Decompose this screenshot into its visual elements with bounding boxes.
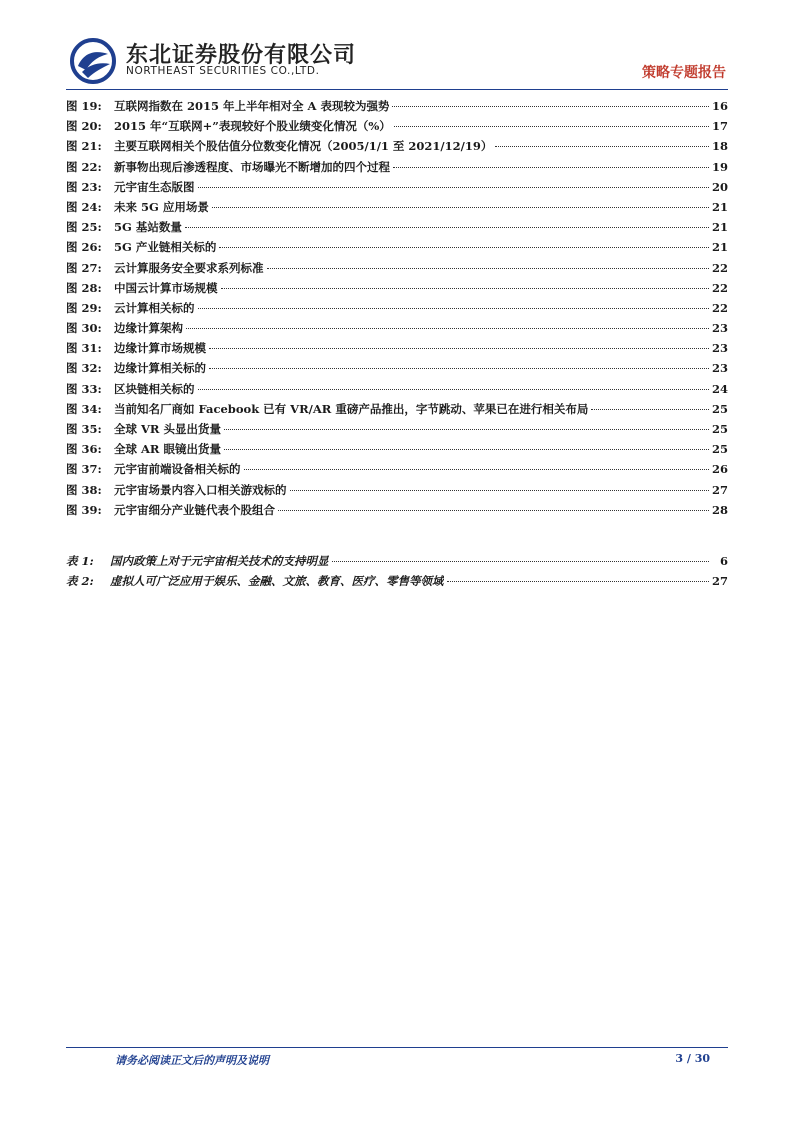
figure-entry-title[interactable]: 元宇宙细分产业链代表个股组合 — [114, 502, 275, 517]
figure-entry-title[interactable]: 云计算相关标的 — [114, 300, 195, 315]
figure-entry[interactable] — [66, 278, 728, 298]
dot-leader — [186, 328, 709, 329]
figure-entry-page-number[interactable]: 21 — [711, 220, 728, 235]
figure-entry-page-number[interactable]: 28 — [711, 502, 728, 517]
dot-leader — [393, 167, 709, 168]
figure-entry-title[interactable]: 全球 VR 头显出货量 — [114, 422, 221, 436]
figure-entry[interactable] — [66, 338, 728, 358]
figure-entry-title[interactable]: 边缘计算架构 — [114, 321, 183, 336]
figure-entry-page-number[interactable]: 20 — [711, 179, 728, 194]
figure-entry-title[interactable]: 未来 5G 应用场景 — [114, 199, 209, 214]
dot-leader — [209, 348, 709, 349]
figure-entry-title[interactable]: 边缘计算市场规模 — [114, 341, 206, 356]
dot-leader — [185, 227, 709, 228]
figure-entry-page-number[interactable]: 21 — [711, 199, 728, 214]
dot-leader — [212, 207, 709, 208]
dot-leader — [495, 146, 709, 147]
dot-leader — [219, 247, 709, 248]
figure-entry-page-number[interactable]: 25 — [711, 442, 728, 457]
figure-entry-label: 图 39: — [66, 502, 102, 517]
figure-entry-page-number[interactable]: 25 — [711, 422, 728, 436]
company-name-cn: 东北证券股份有限公司 — [126, 43, 357, 68]
figure-entry[interactable] — [66, 298, 728, 318]
figure-entry-page-number[interactable]: 23 — [711, 341, 728, 356]
figure-entry[interactable] — [66, 177, 728, 197]
table-entry-label: 表 1: — [66, 554, 94, 568]
figure-entry-label: 图 21: — [66, 139, 102, 154]
footer-divider — [66, 1047, 728, 1048]
figure-entry[interactable] — [66, 116, 728, 136]
figure-entry[interactable] — [66, 96, 728, 116]
figure-entry-label: 图 19: — [66, 99, 102, 113]
figure-entry-label: 图 26: — [66, 240, 102, 255]
table-index — [66, 551, 728, 591]
dot-leader — [267, 268, 709, 269]
figure-entry[interactable] — [66, 237, 728, 257]
figure-entry-page-number[interactable]: 23 — [711, 321, 728, 336]
figure-entry-title[interactable]: 新事物出现后渗透程度、市场曝光不断增加的四个过程 — [114, 159, 390, 174]
figure-entry-label: 图 23: — [66, 179, 102, 194]
figure-entry-page-number[interactable]: 27 — [711, 482, 728, 497]
dot-leader — [392, 106, 709, 107]
dot-leader — [198, 308, 709, 309]
header-divider — [66, 89, 728, 90]
figure-entry[interactable] — [66, 459, 728, 479]
figure-entry[interactable] — [66, 419, 728, 439]
table-entry-label: 表 2: — [66, 574, 94, 589]
dot-leader — [198, 389, 709, 390]
figure-entry-title[interactable]: 5G 基站数量 — [114, 220, 182, 235]
figure-entry-label: 图 22: — [66, 159, 102, 174]
page-number: 3 / 30 — [675, 1052, 710, 1065]
table-entry-page-number[interactable]: 6 — [719, 554, 728, 568]
figure-entry[interactable] — [66, 136, 728, 156]
figure-entry-label: 图 37: — [66, 462, 102, 477]
dot-leader — [224, 429, 709, 430]
figure-entry[interactable] — [66, 258, 728, 278]
figure-entry-title[interactable]: 当前知名厂商如 Facebook 已有 VR/AR 重磅产品推出，字节跳动、苹果已在进行相关布局 — [114, 401, 589, 416]
dot-leader — [591, 409, 709, 410]
figure-entry-page-number[interactable]: 17 — [711, 119, 728, 134]
figure-entry-title[interactable]: 2015 年“互联网+”表现较好个股业绩变化情况（%） — [114, 119, 391, 134]
figure-entry[interactable] — [66, 439, 728, 459]
report-type-label: 策略专题报告 — [642, 65, 726, 81]
figure-index — [66, 96, 728, 520]
figure-entry-page-number[interactable]: 22 — [711, 260, 728, 275]
figure-entry-title[interactable]: 互联网指数在 2015 年上半年相对全 A 表现较为强势 — [114, 99, 390, 113]
dot-leader — [447, 581, 709, 582]
figure-entry-label: 图 31: — [66, 341, 102, 356]
dot-leader — [394, 126, 709, 127]
figure-entry-label: 图 35: — [66, 422, 102, 436]
table-entry-title[interactable]: 国内政策上对于元宇宙相关技术的支持明显 — [110, 554, 329, 568]
dot-leader — [244, 469, 709, 470]
figure-entry-page-number[interactable]: 19 — [711, 159, 728, 174]
company-name-en: NORTHEAST SECURITIES CO.,LTD. — [126, 65, 320, 77]
figure-entry-title[interactable]: 云计算服务安全要求系列标准 — [114, 260, 264, 275]
figure-entry-label: 图 27: — [66, 260, 102, 275]
figure-entry-label: 图 20: — [66, 119, 102, 134]
figure-entry-label: 图 28: — [66, 280, 102, 295]
figure-entry-title[interactable]: 元宇宙生态版图 — [114, 179, 195, 194]
figure-entry-page-number[interactable]: 26 — [711, 462, 728, 477]
figure-entry-page-number[interactable]: 16 — [711, 99, 728, 113]
figure-entry-label: 图 30: — [66, 321, 102, 336]
figure-entry-label: 图 38: — [66, 482, 102, 497]
figure-entry[interactable] — [66, 197, 728, 217]
figure-entry-title[interactable]: 主要互联网相关个股估值分位数变化情况（2005/1/1 至 2021/12/19） — [114, 139, 493, 154]
figure-entry-page-number[interactable]: 24 — [711, 381, 728, 396]
dot-leader — [278, 510, 709, 511]
figure-entry-label: 图 36: — [66, 442, 102, 457]
figure-entry-title[interactable]: 中国云计算市场规模 — [114, 280, 218, 295]
table-entry-page-number[interactable]: 27 — [711, 574, 728, 589]
figure-entry[interactable] — [66, 157, 728, 177]
table-entry-title[interactable]: 虚拟人可广泛应用于娱乐、金融、文旅、教育、医疗、零售等领域 — [110, 574, 444, 589]
table-entry[interactable] — [66, 551, 728, 571]
figure-entry-title[interactable]: 元宇宙场景内容入口相关游戏标的 — [114, 482, 287, 497]
figure-entry-title[interactable]: 全球 AR 眼镜出货量 — [114, 442, 221, 457]
figure-entry-page-number[interactable]: 25 — [711, 401, 728, 416]
dot-leader — [198, 187, 709, 188]
figure-entry-label: 图 33: — [66, 381, 102, 396]
figure-entry[interactable] — [66, 358, 728, 378]
figure-entry-title[interactable]: 5G 产业链相关标的 — [114, 240, 217, 255]
figure-entry-title[interactable]: 区块链相关标的 — [114, 381, 195, 396]
figure-entry-label: 图 34: — [66, 401, 102, 416]
figure-entry[interactable] — [66, 500, 728, 520]
footer-disclaimer: 请务必阅读正文后的声明及说明 — [115, 1054, 269, 1067]
figure-entry-page-number[interactable]: 23 — [711, 361, 728, 376]
table-entry[interactable] — [66, 571, 728, 591]
northeast-securities-logo-icon — [70, 38, 116, 84]
figure-entry-page-number[interactable]: 22 — [711, 280, 728, 295]
dot-leader — [221, 288, 709, 289]
figure-entry-page-number[interactable]: 22 — [711, 300, 728, 315]
figure-entry-title[interactable]: 边缘计算相关标的 — [114, 361, 206, 376]
figure-entry[interactable] — [66, 399, 728, 419]
dot-leader — [224, 449, 709, 450]
figure-entry-label: 图 25: — [66, 220, 102, 235]
dot-leader — [290, 490, 709, 491]
page-header — [66, 30, 728, 90]
figure-entry-page-number[interactable]: 18 — [711, 139, 728, 154]
figure-entry[interactable] — [66, 480, 728, 500]
figure-entry-page-number[interactable]: 21 — [711, 240, 728, 255]
figure-entry[interactable] — [66, 379, 728, 399]
figure-entry-title[interactable]: 元宇宙前端设备相关标的 — [114, 462, 241, 477]
figure-entry-label: 图 24: — [66, 199, 102, 214]
figure-entry-label: 图 29: — [66, 300, 102, 315]
figure-entry[interactable] — [66, 217, 728, 237]
figure-entry-label: 图 32: — [66, 361, 102, 376]
dot-leader — [332, 561, 710, 562]
figure-entry[interactable] — [66, 318, 728, 338]
dot-leader — [209, 368, 709, 369]
